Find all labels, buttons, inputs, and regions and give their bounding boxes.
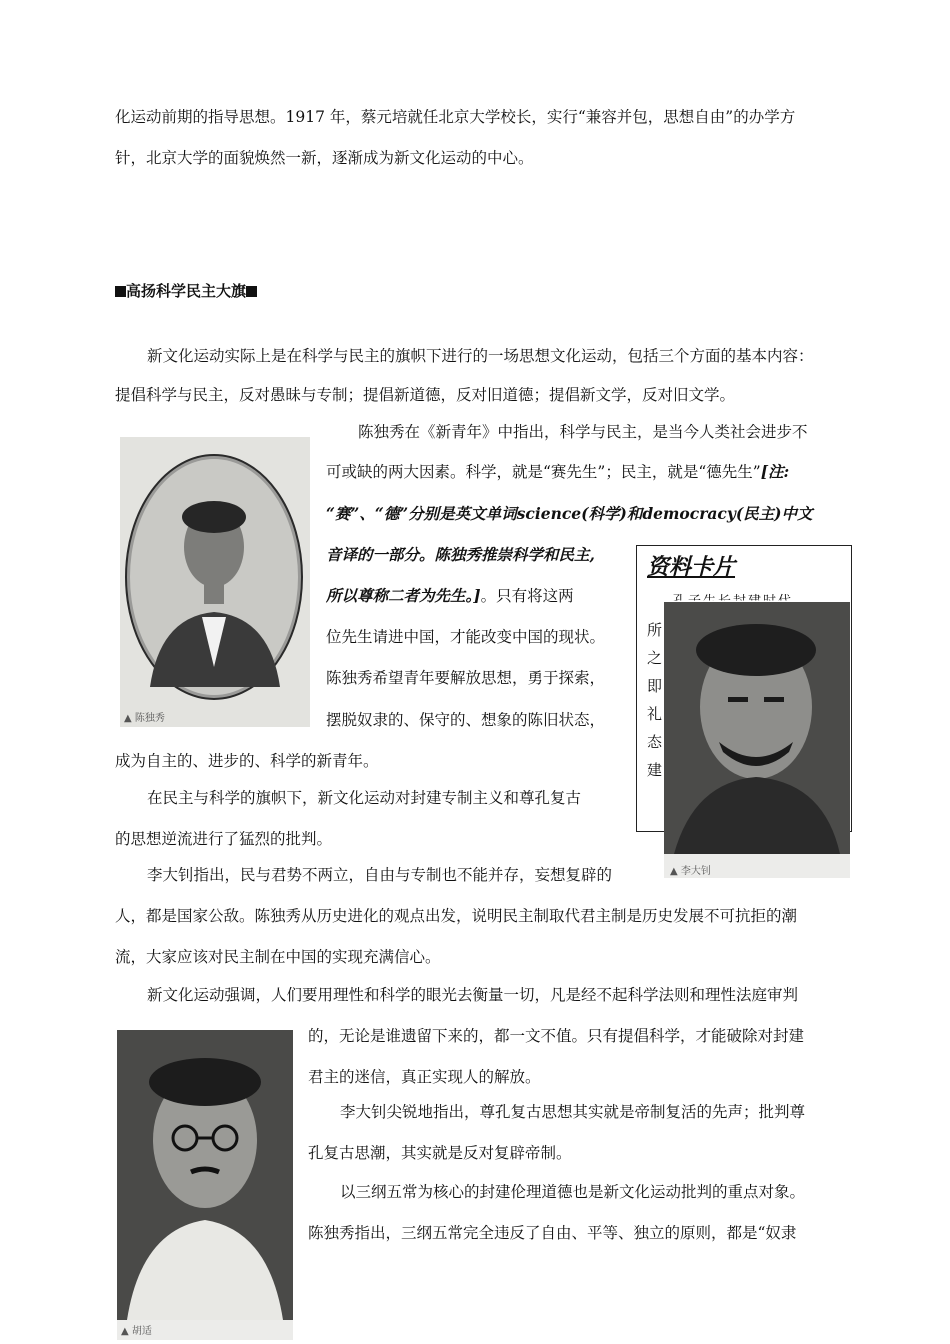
para4-line-3: 流，大家应该对民主制在中国的实现充满信心。: [115, 948, 441, 966]
para2-line-8: 摆脱奴隶的、保守的、想象的陈旧状态，: [326, 711, 606, 729]
li-dazhao-photo: [664, 602, 850, 878]
card-title: 资料卡片: [647, 554, 736, 580]
intro-line-2: 针，北京大学的面貌焕然一新，逐渐成为新文化运动的中心。: [115, 149, 534, 167]
li-dazhao-caption: ▲ 李大钊: [670, 866, 711, 877]
para1-line-1: 新文化运动实际上是在科学与民主的旗帜下进行的一场思想文化运动，包括三个方面的基本内容：: [147, 347, 814, 365]
para5-line-1: 新文化运动强调，人们要用理性和科学的眼光去衡量一切，凡是经不起科学法则和理性法庭审判: [147, 986, 799, 1004]
para3-line-1: 在民主与科学的旗帜下，新文化运动对封建专制主义和尊孔复古: [147, 789, 582, 807]
para7-line-1: 以三纲五常为核心的封建伦理道德也是新文化运动批判的重点对象。: [340, 1183, 806, 1201]
para2-line-2: 可或缺的两大因素。科学，就是“赛先生”；民主，就是“德先生”[注:: [326, 462, 790, 481]
para6-line-2: 孔复古思潮，其实就是反对复辟帝制。: [308, 1144, 572, 1162]
para4-line-2: 人，都是国家公敌。陈独秀从历史进化的观点出发，说明民主制取代君主制是历史发展不可抗拒的潮: [115, 907, 798, 925]
para7-line-2: 陈独秀指出，三纲五常完全违反了自由、平等、独立的原则，都是“奴隶: [308, 1224, 797, 1242]
chen-duxiu-caption: ▲ 陈独秀: [124, 713, 165, 724]
para5-line-2: 的，无论是谁遗留下来的，都一文不值。只有提倡科学，才能破除对封建: [308, 1027, 805, 1045]
square-bullet-icon: [115, 286, 126, 297]
portrait-image: [120, 437, 310, 727]
para6-line-1: 李大钊尖锐地指出，尊孔复古思想其实就是帝制复活的先声；批判尊: [340, 1103, 806, 1121]
hu-shi-photo: [117, 1030, 293, 1340]
chen-duxiu-photo: [120, 437, 310, 727]
para2-line-1: 陈独秀在《新青年》中指出，科学与民主，是当今人类社会进步不: [358, 423, 808, 441]
section-title: 高扬科学民主大旗: [115, 280, 257, 301]
hu-shi-caption: ▲ 胡适: [121, 1326, 152, 1337]
square-bullet-icon: [246, 286, 257, 297]
para2-line-3: “赛”、“德”分别是英文单词science(科学)和democracy(民主)中文: [326, 504, 813, 523]
para1-line-2: 提倡科学与民主，反对愚昧与专制；提倡新道德，反对旧道德；提倡新文学，反对旧文学。: [115, 386, 736, 404]
portrait-image: [117, 1030, 293, 1320]
para2-line-7: 陈独秀希望青年要解放思想，勇于探索，: [326, 669, 606, 687]
card-text-column: 所 之 即 礼 态 建: [647, 621, 663, 779]
portrait-image: [664, 602, 850, 878]
para3-line-2: 的思想逆流进行了猛烈的批判。: [115, 830, 333, 848]
intro-line-1: 化运动前期的指导思想。1917 年，蔡元培就任北京大学校长，实行“兼容并包，思想自由”的办学方: [115, 108, 796, 126]
para5-line-3: 君主的迷信，真正实现人的解放。: [308, 1068, 541, 1086]
para2-line-6: 位先生请进中国，才能改变中国的现状。: [326, 628, 606, 646]
para4-line-1: 李大钊指出，民与君势不两立，自由与专制也不能并存，妄想复辟的: [147, 866, 613, 884]
para2-line-9: 成为自主的、进步的、科学的新青年。: [115, 752, 379, 770]
para2-line-4: 音译的一部分。陈独秀推崇科学和民主,: [326, 545, 595, 564]
para2-line-5: 所以尊称二者为先生。]。只有将这两: [326, 586, 574, 605]
